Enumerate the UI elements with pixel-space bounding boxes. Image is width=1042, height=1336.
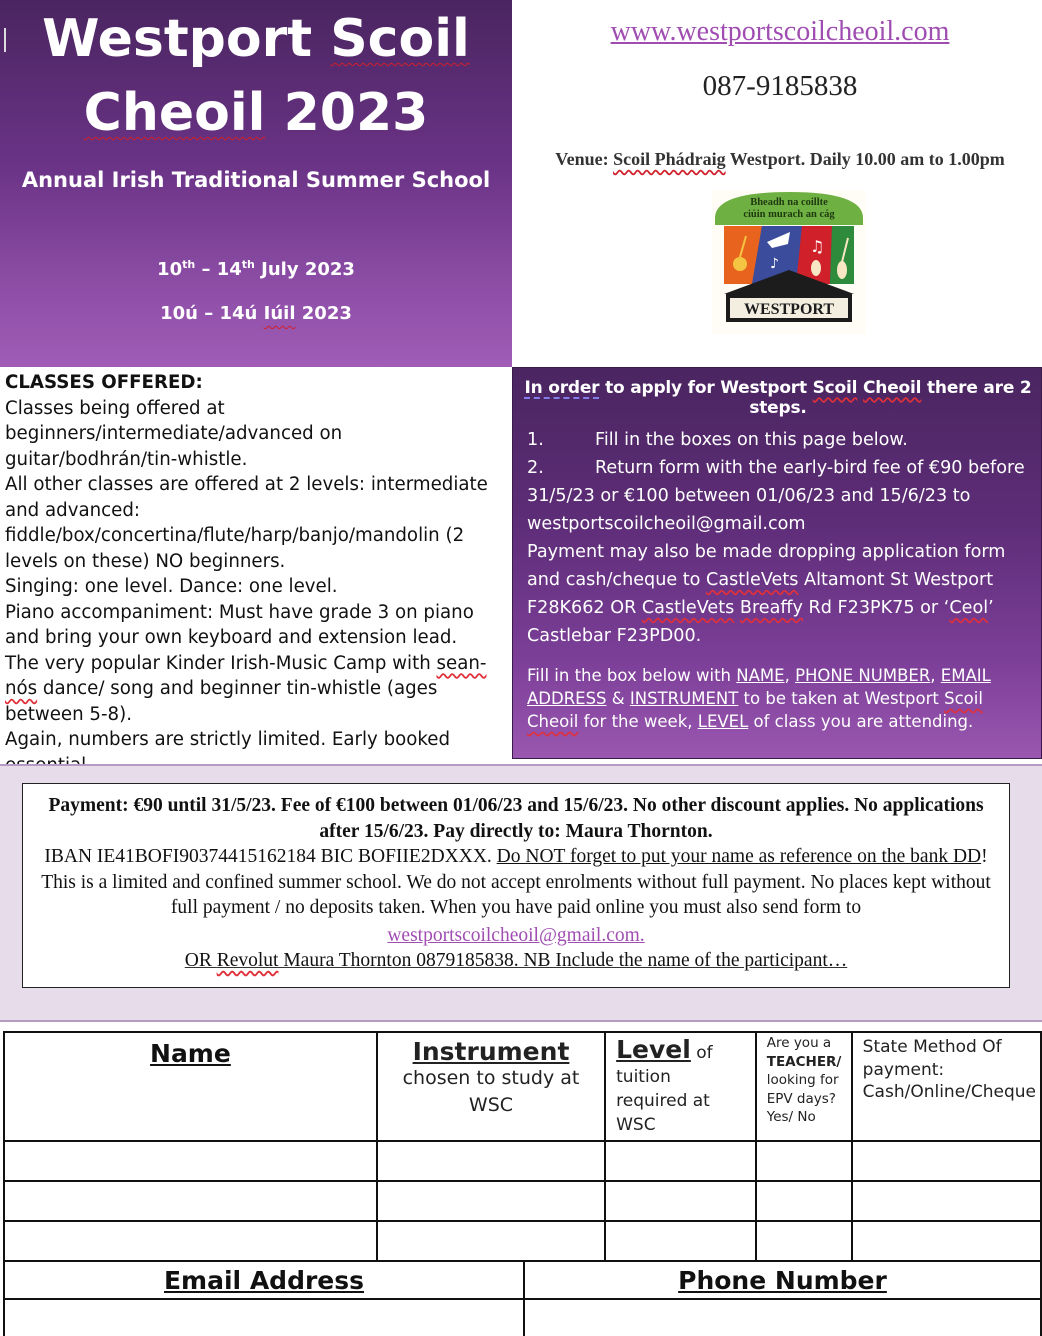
steps-body	[527, 426, 1037, 650]
dates-english: 10th – 14th July 2023	[157, 258, 355, 280]
classes-line-levels: Classes being offered at beginners/intermediate/advanced on guitar/bodhrán/tin-whistle.	[5, 397, 343, 470]
steps-title: In order to apply for Westport Scoil Cheoil there are 2 steps.	[524, 378, 1032, 418]
classes-offered	[5, 370, 507, 778]
classes-heading: CLASSES OFFERED:	[5, 372, 203, 393]
svg-text:♫: ♫	[810, 237, 825, 256]
contact-table	[3, 1260, 1042, 1336]
payment-bank-details: IBAN IE41BOFI90374415162184 BIC BOFIIE2DXXX. Do NOT forget to put your name as reference on the bank DD! This is a limited and confined summer school. We do not accept enrolments without full payment. No places kept without full payment / no deposits taken. When you have paid online you must also send form to	[41, 846, 991, 918]
email-column-header: Email Address	[4, 1261, 524, 1299]
name-column-header: Name	[4, 1032, 377, 1141]
payment-terms: Payment: €90 until 31/5/23. Fee of €100 between 01/06/23 and 15/6/23. No other discount applies. No applications after 15/6/23. Pay directly to: Maura Thornton.	[48, 795, 984, 842]
classes-line-singing: Singing: one level. Dance: one level.	[5, 576, 338, 597]
westport-logo	[712, 190, 866, 334]
level-column-header: Level of tuition required at WSC	[605, 1032, 756, 1141]
table-row	[4, 1181, 1041, 1221]
phone-number: 087-9185838	[702, 70, 858, 102]
instrument-field[interactable]	[377, 1221, 605, 1261]
teacher-column-header: Are you a TEACHER/ looking for EPV days? Yes/ No	[756, 1032, 852, 1141]
application-steps-panel	[512, 367, 1042, 759]
dates-irish: 10ú – 14ú Iúil 2023	[160, 303, 352, 324]
classes-line-closing: Again, numbers are strictly limited. Early booked	[5, 729, 451, 750]
website-link[interactable]: www.westportscoilcheoil.com	[610, 16, 950, 47]
name-field[interactable]	[4, 1141, 377, 1181]
step-2: 2. Return form with the early-bird fee of €90 before 31/5/23 or €100 between 01/06/23 and 15/6/23 to westportscoilcheoil@gmail.com	[527, 458, 1025, 534]
instrument-field[interactable]	[377, 1141, 605, 1181]
fill-instructions: Fill in the box below with NAME, PHONE NUMBER, EMAIL ADDRESS & INSTRUMENT to be taken at Westport Scoil Cheoil for the week, LEVEL of class you are attending.	[527, 666, 991, 731]
classes-line-two-levels: All other classes are offered at 2 levels: intermediate and advanced: fiddle/box/concertina/flute/harp/banjo/mandolin (2 levels on these) NO beginners.	[5, 474, 488, 572]
payment-method-column-header: State Method Of payment: Cash/Online/Cheque	[852, 1032, 1041, 1141]
payment-method-field[interactable]	[852, 1141, 1041, 1181]
name-field[interactable]	[4, 1181, 377, 1221]
instrument-column-header: Instrument chosen to study at WSC	[377, 1032, 605, 1141]
phone-column-header: Phone Number	[524, 1261, 1041, 1299]
logo-town-name: WESTPORT	[743, 301, 835, 318]
table-row	[4, 1299, 1041, 1336]
table-row	[4, 1141, 1041, 1181]
school-title-line2: Cheoil 2023	[83, 83, 429, 143]
payment-info-box	[22, 783, 1010, 988]
level-field[interactable]	[605, 1221, 756, 1261]
name-field[interactable]	[4, 1221, 377, 1261]
level-field[interactable]	[605, 1181, 756, 1221]
classes-line-kinder: The very popular Kinder Irish-Music Camp with sean-nós dance/ song and beginner tin-whistle (ages between 5-8).	[5, 652, 487, 725]
teacher-field[interactable]	[756, 1141, 852, 1181]
step-1: 1. Fill in the boxes on this page below.	[527, 430, 908, 450]
revolut-info: OR Revolut Maura Thornton 0879185838. NB Include the name of the participant…	[184, 950, 848, 971]
classes-line-piano: Piano accompaniment: Must have grade 3 on piano and bring your own keyboard and extension lead.	[5, 601, 474, 648]
payment-method-field[interactable]	[852, 1221, 1041, 1261]
teacher-field[interactable]	[756, 1181, 852, 1221]
school-subtitle: Annual Irish Traditional Summer School	[21, 168, 491, 192]
contact-header-row	[4, 1261, 1041, 1299]
payment-email-link[interactable]: westportscoilcheoil@gmail.com.	[387, 924, 645, 946]
venue-info: Venue: Scoil Phádraig Westport. Daily 10.00 am to 1.00pm	[555, 149, 1005, 169]
logo-banner-line2: ciúin murach an cág	[743, 209, 835, 220]
svg-text:♪: ♪	[770, 256, 779, 272]
logo-banner-line1: Bheadh na coillte	[750, 197, 828, 208]
table-header-row	[4, 1032, 1041, 1141]
email-field[interactable]	[4, 1299, 524, 1336]
payment-dropoff-info: Payment may also be made dropping application form and cash/cheque to CastleVets Altamont St Westport F28K662 OR CastleVets Breaffy Rd F23PK75 or ‘Ceol’ Castlebar F23PD00.	[527, 542, 1006, 646]
registration-table	[3, 1031, 1042, 1262]
phone-field[interactable]	[524, 1299, 1041, 1336]
level-field[interactable]	[605, 1141, 756, 1181]
school-title-line1: Westport Scoil	[42, 9, 470, 69]
table-row	[4, 1221, 1041, 1261]
instrument-field[interactable]	[377, 1181, 605, 1221]
payment-method-field[interactable]	[852, 1181, 1041, 1221]
header-banner	[0, 0, 512, 367]
teacher-field[interactable]	[756, 1221, 852, 1261]
